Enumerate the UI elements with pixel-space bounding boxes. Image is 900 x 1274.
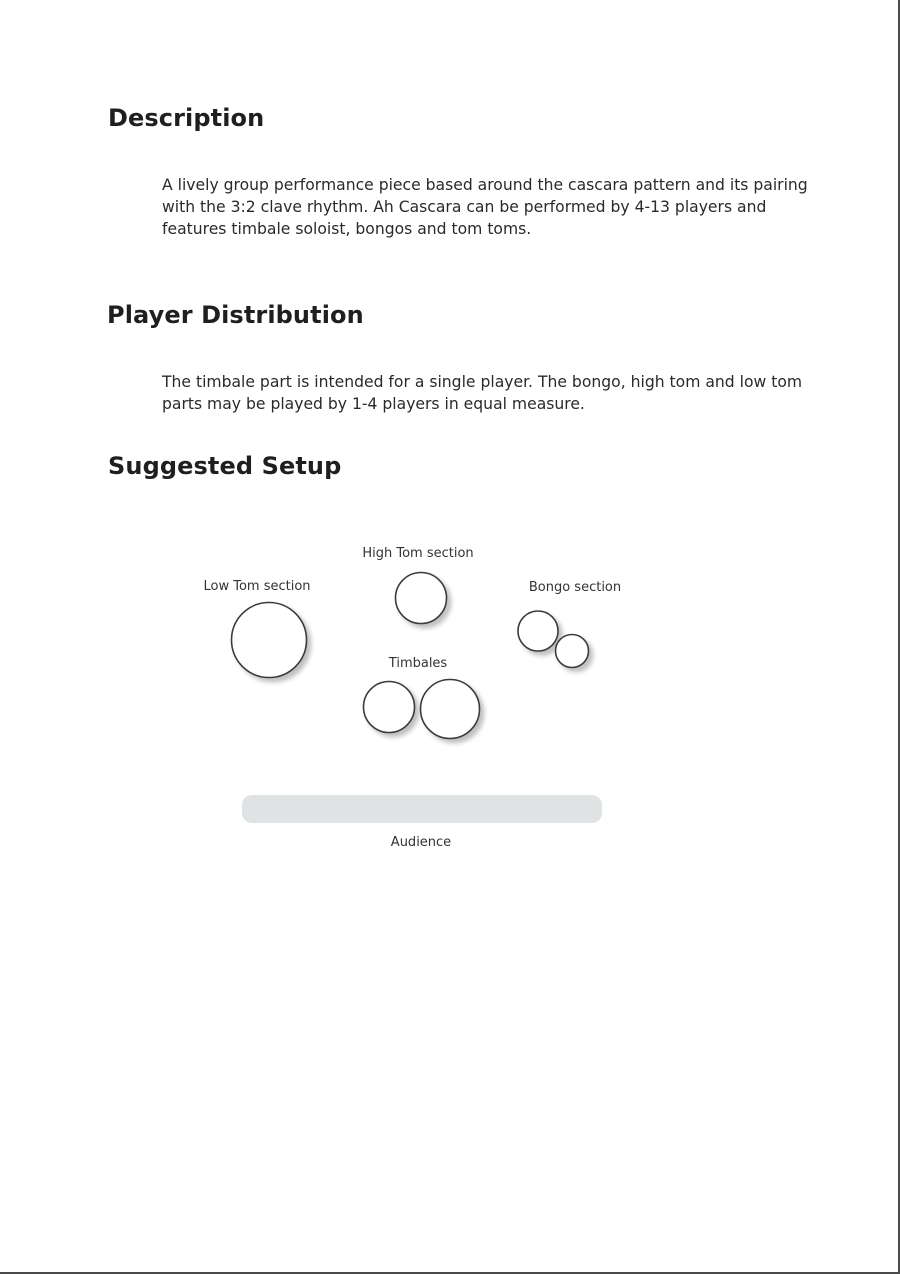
timbales-label: Timbales <box>388 656 448 671</box>
player-distribution-heading: Player Distribution <box>107 301 364 329</box>
player-distribution-text: The timbale part is intended for a single player. The bongo, high tom and low tom parts may be played by 1-4 players in equal measure. <box>162 373 803 413</box>
description-text: A lively group performance piece based around the cascara pattern and its pairing with the 3:2 clave rhythm. Ah Cascara can be performed by 4-13 players and features timbale soloist, bongos and tom toms. <box>162 176 808 238</box>
audience-label: Audience <box>390 835 452 850</box>
bongo-drum-large <box>518 611 558 651</box>
low-tom-drum <box>232 603 307 678</box>
bongo-drum-small <box>556 635 589 668</box>
high-tom-drum <box>396 573 447 624</box>
description-heading: Description <box>108 104 265 132</box>
timbale-drum-large <box>421 680 480 739</box>
bongo-section-label: Bongo section <box>528 580 622 595</box>
audience-bar <box>242 795 602 823</box>
low-tom-section-label: Low Tom section <box>203 579 311 594</box>
high-tom-section-label: High Tom section <box>362 546 474 561</box>
suggested-setup-heading: Suggested Setup <box>108 452 342 480</box>
timbale-drum-small <box>364 682 415 733</box>
